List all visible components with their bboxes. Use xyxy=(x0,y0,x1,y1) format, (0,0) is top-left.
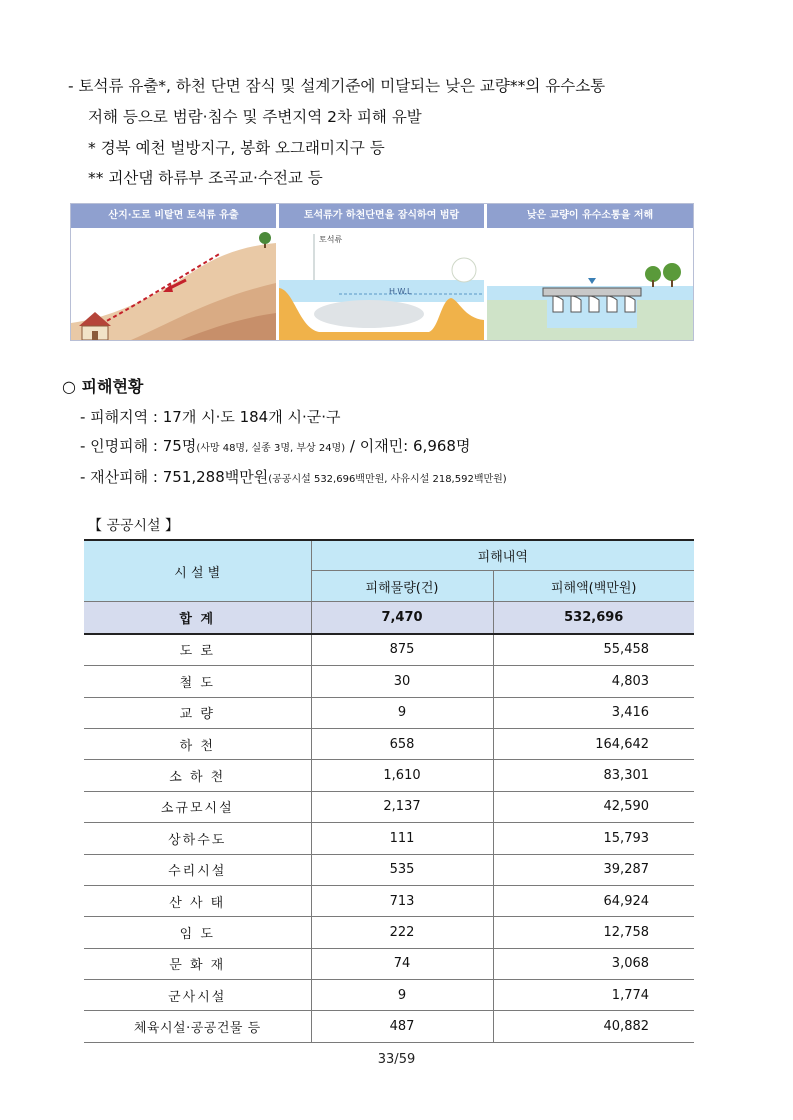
row-name: 합 계 xyxy=(84,602,311,634)
table-row xyxy=(84,980,694,1011)
section-title-damage: ○ 피해현황 xyxy=(62,377,144,396)
row-amount: 3,068 xyxy=(493,948,694,979)
row-qty: 1,610 xyxy=(311,760,493,791)
row-name: 하 천 xyxy=(84,728,311,759)
intro-line-1: - 토석류 유출*, 하천 단면 잠식 및 설계기준에 미달되는 낮은 교량**의 유수소통 xyxy=(68,77,606,95)
label-debris: 토석류 xyxy=(319,235,343,244)
table-row xyxy=(84,917,694,948)
displaced: / 이재민: 6,968명 xyxy=(345,437,471,455)
row-qty: 875 xyxy=(311,634,493,666)
row-amount: 1,774 xyxy=(493,980,694,1011)
row-name: 임 도 xyxy=(84,917,311,948)
page-number: 33/59 xyxy=(377,1052,416,1067)
row-qty: 7,470 xyxy=(311,602,493,634)
row-amount: 164,642 xyxy=(493,728,694,759)
row-qty: 222 xyxy=(311,917,493,948)
row-name: 군사시설 xyxy=(84,980,311,1011)
row-name: 상하수도 xyxy=(84,823,311,854)
header-facility: 시 설 별 xyxy=(84,540,311,602)
intro-note-2: ** 괴산댐 하류부 조곡교·수전교 등 xyxy=(88,169,323,187)
table-row xyxy=(84,948,694,979)
table-row xyxy=(84,666,694,697)
row-name: 문 화 재 xyxy=(84,948,311,979)
table-row xyxy=(84,634,694,666)
header-qty: 피해물량(건) xyxy=(311,571,493,602)
table-row xyxy=(84,728,694,759)
row-qty: 9 xyxy=(311,697,493,728)
casualty-detail: (사망 48명, 실종 3명, 부상 24명) xyxy=(196,443,346,454)
row-qty: 535 xyxy=(311,854,493,885)
row-amount: 40,882 xyxy=(493,1011,694,1042)
row-amount: 3,416 xyxy=(493,697,694,728)
table-row xyxy=(84,885,694,916)
row-qty: 74 xyxy=(311,948,493,979)
row-amount: 42,590 xyxy=(493,791,694,822)
row-amount: 4,803 xyxy=(493,666,694,697)
river-encroach-illustration xyxy=(279,228,484,340)
table-label: 【 공공시설 】 xyxy=(88,518,179,534)
table-row xyxy=(84,760,694,791)
property-main: - 재산피해 : 751,288백만원 xyxy=(80,468,269,486)
property-detail: (공공시설 532,696백만원, 사유시설 218,592백만원) xyxy=(268,474,507,485)
row-name: 교 량 xyxy=(84,697,311,728)
row-amount: 64,924 xyxy=(493,885,694,916)
row-amount: 55,458 xyxy=(493,634,694,666)
label-hwl: H.W.L xyxy=(389,287,412,296)
row-name: 도 로 xyxy=(84,634,311,666)
bridge-illustration xyxy=(487,228,693,340)
public-facility-table xyxy=(84,539,694,1043)
table-row xyxy=(84,823,694,854)
figure-panel-slope xyxy=(71,204,276,340)
row-amount: 12,758 xyxy=(493,917,694,948)
damage-area: - 피해지역 : 17개 시·도 184개 시·군·구 xyxy=(80,408,341,426)
row-amount: 39,287 xyxy=(493,854,694,885)
row-name: 수리시설 xyxy=(84,854,311,885)
panel-title-river: 토석류가 하천단면을 잠식하여 범람 xyxy=(279,204,484,228)
row-qty: 487 xyxy=(311,1011,493,1042)
panel-title-slope: 산지·도로 비탈면 토석류 유출 xyxy=(71,204,276,228)
figure-panel-bridge xyxy=(487,204,693,340)
intro-note-1: * 경북 예천 벌방지구, 봉화 오그래미지구 등 xyxy=(88,139,385,157)
damage-cause-figure xyxy=(70,203,694,341)
intro-line-2: 저해 등으로 범람·침수 및 주변지역 2차 피해 유발 xyxy=(88,108,422,126)
row-qty: 30 xyxy=(311,666,493,697)
row-amount: 83,301 xyxy=(493,760,694,791)
row-qty: 9 xyxy=(311,980,493,1011)
row-amount: 15,793 xyxy=(493,823,694,854)
table-row xyxy=(84,1011,694,1042)
row-qty: 713 xyxy=(311,885,493,916)
slope-debris-illustration xyxy=(71,228,276,340)
figure-panel-river xyxy=(279,204,484,340)
table-row-total xyxy=(84,602,694,634)
header-group: 피해내역 xyxy=(311,540,694,571)
row-qty: 111 xyxy=(311,823,493,854)
damage-property xyxy=(80,466,507,487)
header-amount: 피해액(백만원) xyxy=(493,571,694,602)
row-name: 철 도 xyxy=(84,666,311,697)
table-row xyxy=(84,854,694,885)
casualty-main: - 인명피해 : 75명 xyxy=(80,437,197,455)
damage-casualty xyxy=(80,435,470,456)
row-name: 소규모시설 xyxy=(84,791,311,822)
row-amount: 532,696 xyxy=(493,602,694,634)
table-row xyxy=(84,697,694,728)
panel-title-bridge: 낮은 교량이 유수소통을 저해 xyxy=(487,204,693,228)
row-qty: 658 xyxy=(311,728,493,759)
row-qty: 2,137 xyxy=(311,791,493,822)
row-name: 소 하 천 xyxy=(84,760,311,791)
table-row xyxy=(84,791,694,822)
row-name: 산 사 태 xyxy=(84,885,311,916)
row-name: 체육시설·공공건물 등 xyxy=(84,1011,311,1042)
